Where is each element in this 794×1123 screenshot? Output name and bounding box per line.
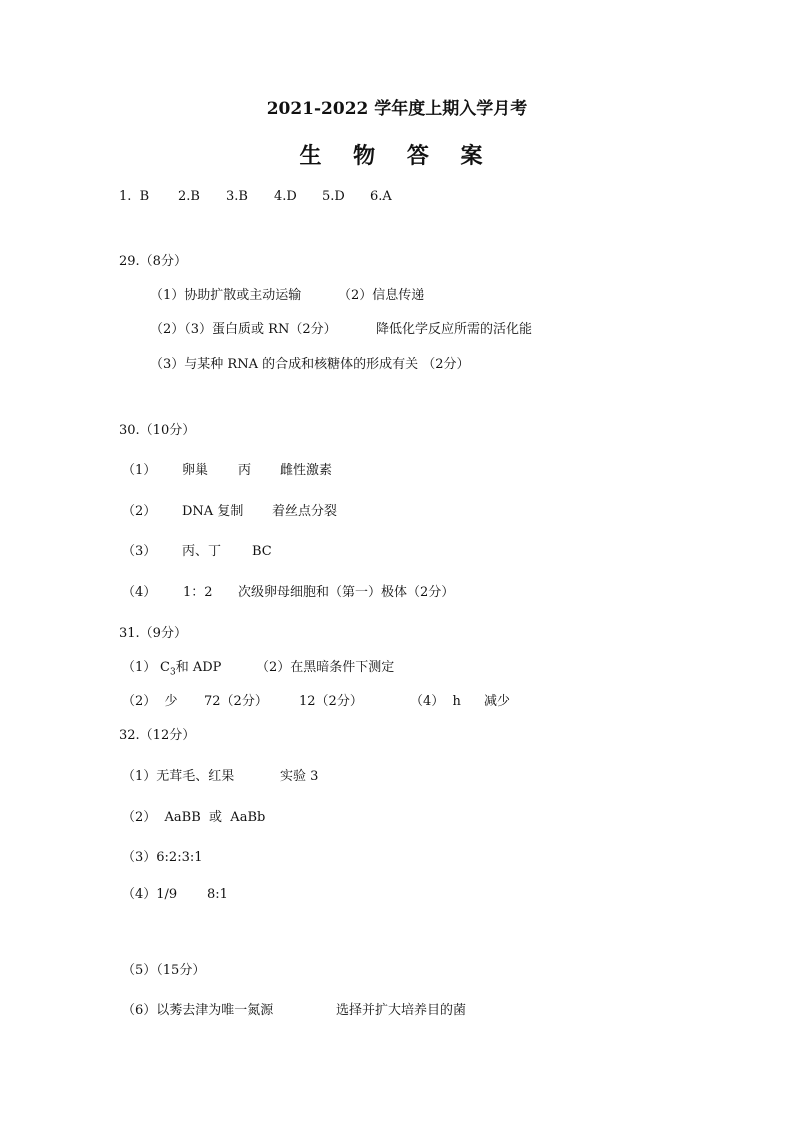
q31-line2-a: （2） 少 [122, 694, 178, 709]
q30-row1-a: 卵巢 [182, 463, 209, 478]
mc-answer-1: 1. B [119, 189, 150, 204]
q30-heading: 30.（10分） [119, 423, 196, 438]
q32-line3: （3）6:2:3:1 [122, 850, 203, 865]
q31-heading: 31.（9分） [119, 626, 187, 641]
q29-line1-a: （1）协助扩散或主动运输 [150, 288, 302, 303]
q29-line1-b: （2）信息传递 [338, 288, 425, 303]
q32-line4-a: （4）1/9 [122, 887, 178, 902]
mc-answer-4: 4.D [274, 189, 297, 204]
mc-answer-2: 2.B [178, 189, 200, 204]
q30-row1-b: 丙 [238, 463, 252, 478]
q31-line2-b: 72（2分） [204, 694, 268, 709]
mc-answer-5: 5.D [322, 189, 345, 204]
q31-line1-a: （1） [122, 660, 157, 675]
exam-title: 2021-2022 学年度上期入学月考 [266, 99, 528, 119]
q33-heading: （5）（15分） [122, 963, 206, 978]
q30-row2-a: DNA 复制 [182, 504, 244, 519]
q32-heading: 32.（12分） [119, 728, 196, 743]
q33-line1-b: 选择并扩大培养目的菌 [336, 1003, 467, 1018]
q33-line1-a: （6）以莠去津为唯一氮源 [122, 1003, 274, 1018]
mc-answer-6: 6.A [370, 189, 392, 204]
q30-row4-num: （4） [122, 585, 157, 600]
subject-title: 生 物 答 案 [299, 143, 495, 169]
q32-line1-b: 实验 3 [280, 769, 319, 784]
q32-line1-a: （1）无茸毛、红果 [122, 769, 235, 784]
q30-row4-a: 1：2 [183, 585, 213, 600]
q31-line2-d: （4） h [410, 694, 461, 709]
q30-row2-b: 着丝点分裂 [272, 504, 338, 519]
q31-line2-c: 12（2分） [299, 694, 363, 709]
q29-line3: （3）与某种 RNA 的合成和核糖体的形成有关 （2分） [150, 357, 470, 372]
q29-heading: 29.（8分） [119, 254, 187, 269]
q31-line2-e: 减少 [484, 694, 511, 709]
q31-line1-c: （2）在黑暗条件下测定 [256, 660, 395, 675]
q30-row3-a: 丙、丁 [182, 544, 222, 559]
q29-line2-a: （2）（3）蛋白质或 RN（2分） [150, 322, 337, 337]
q31-line1-b: $C_3$和 ADP [160, 660, 222, 678]
q30-row1-c: 雌性激素 [280, 463, 333, 478]
q32-line2: （2） AaBB 或 AaBb [122, 810, 266, 825]
q30-row3-num: （3） [122, 544, 157, 559]
q30-row4-b: 次级卵母细胞和（第一）极体（2分） [238, 585, 455, 600]
q30-row1-num: （1） [122, 463, 157, 478]
q32-line4-b: 8:1 [207, 887, 228, 902]
q30-row3-b: BC [252, 544, 272, 559]
mc-answer-3: 3.B [226, 189, 248, 204]
q29-line2-b: 降低化学反应所需的活化能 [376, 322, 533, 337]
q30-row2-num: （2） [122, 504, 157, 519]
